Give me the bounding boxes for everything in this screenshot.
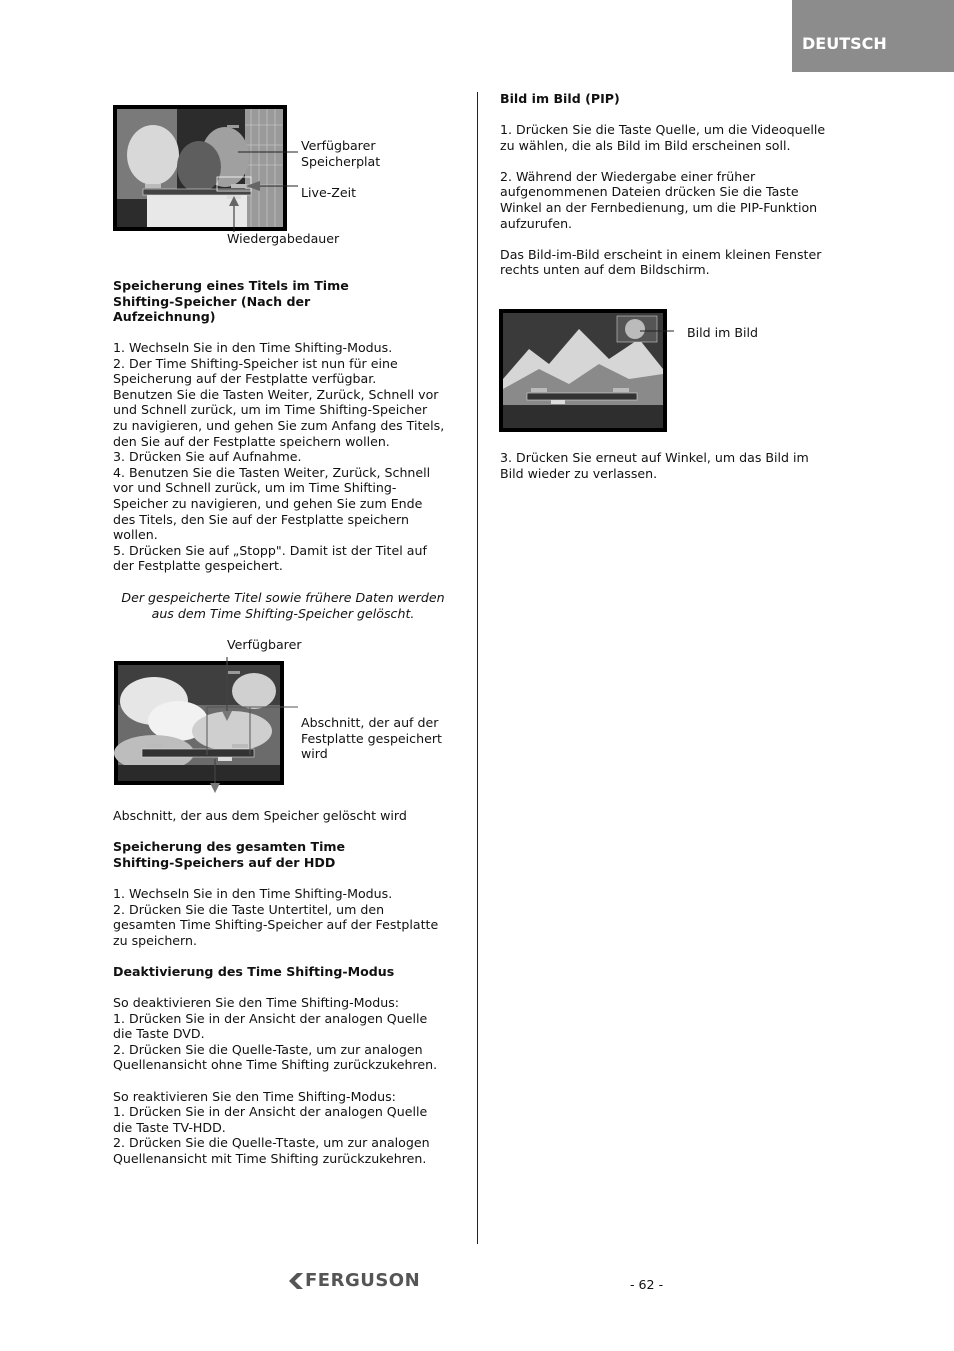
- language-tab: DEUTSCH: [792, 0, 954, 72]
- column-divider: [477, 92, 478, 1244]
- figure3-callout: [640, 320, 680, 340]
- section-heading-deactivate: Deaktivierung des Time Shifting-Modus: [113, 964, 395, 979]
- section-body-deactivate: So deaktivieren Sie den Time Shifting-Modus: 1. Drücken Sie in der Ansicht der analogen Quelle die Taste DVD. 2. Drücken Sie die Quelle-Taste, um zur analogen Quellenansicht ohne Time Shifting zurückzukehren. So reaktivieren Sie den Time Shifting-Modus: 1. Drücken Sie in der Ansicht der analogen Quelle die Taste TV-HDD. 2. Drücken Sie die Quelle-Ttaste, um zur analogen Quellenansicht mit Time Shifting zurückzukehren.: [113, 995, 438, 1166]
- section-body-pip-2: 3. Drücken Sie erneut auf Winkel, um das Bild im Bild wieder zu verlassen.: [500, 450, 809, 481]
- ferguson-logo: [287, 1270, 435, 1292]
- brand-name: FERGUSON: [305, 1270, 421, 1291]
- section-heading-pip: Bild im Bild (PIP): [500, 91, 620, 106]
- label-picture-in-picture: Bild im Bild: [687, 325, 759, 340]
- label-playback-duration: Wiedergabedauer: [227, 231, 340, 246]
- section-body-save-title: 1. Wechseln Sie in den Time Shifting-Modus. 2. Der Time Shifting-Speicher ist nun für eine Speicherung auf der Festplatte verfügbar. Benutzen Sie die Tasten Weiter, Zurück, Schnell vor und Schnell zurück, um im Time Shifting-Speicher zu navigieren, und gehen Sie zum Anfang des Titels, den Sie auf der Festplatte speichern wollen. 3. Drücken Sie auf Aufnahme. 4. Benutzen Sie die Tasten Weiter, Zurück, Schnell vor und Schnell zurück, um im Time Shifting- Speicher zu navigieren, und gehen Sie zum Ende des Titels, den Sie auf der Festplatte speichern wollen. 5. Drücken Sie auf „Stopp". Damit ist der Titel auf der Festplatte gespeichert.: [113, 340, 445, 574]
- label-live-time: Live-Zeit: [301, 185, 357, 200]
- note-deleted-data: Der gespeicherte Titel sowie frühere Daten werden aus dem Time Shifting-Speicher gelöscht.: [121, 590, 445, 621]
- section-heading-save-all: Speicherung des gesamten Time Shifting-Speichers auf der HDD: [113, 839, 346, 870]
- label-section-deleted: Abschnitt, der aus dem Speicher gelöscht wird: [113, 808, 407, 823]
- label-available-space: Verfügbarer Speicherplat: [301, 138, 381, 169]
- section-body-save-all: 1. Wechseln Sie in den Time Shifting-Modus. 2. Drücken Sie die Taste Untertitel, um den gesamten Time Shifting-Speicher auf der Festplatte zu speichern.: [113, 886, 439, 948]
- page-number: - 62 -: [630, 1277, 664, 1292]
- ferguson-logo-icon: [287, 1272, 305, 1290]
- section-body-pip-1: 1. Drücken Sie die Taste Quelle, um die Videoquelle zu wählen, die als Bild im Bild erscheinen soll. 2. Während der Wiedergabe einer früher aufgenommenen Dateien drücken Sie die Taste Winkel an der Fernbedienung, um die PIP-Funktion aufzurufen. Das Bild-im-Bild erscheint in einem kleinen Fenster rechts unten auf dem Bildschirm.: [500, 122, 826, 278]
- figure2-callouts: [110, 655, 310, 800]
- label-available: Verfügbarer: [227, 637, 302, 652]
- section-heading-save-title: Speicherung eines Titels im Time Shifting-Speicher (Nach der Aufzeichnung): [113, 278, 349, 325]
- label-section-saved: Abschnitt, der auf der Festplatte gespeichert wird: [301, 715, 442, 762]
- figure1-callouts: [110, 100, 310, 240]
